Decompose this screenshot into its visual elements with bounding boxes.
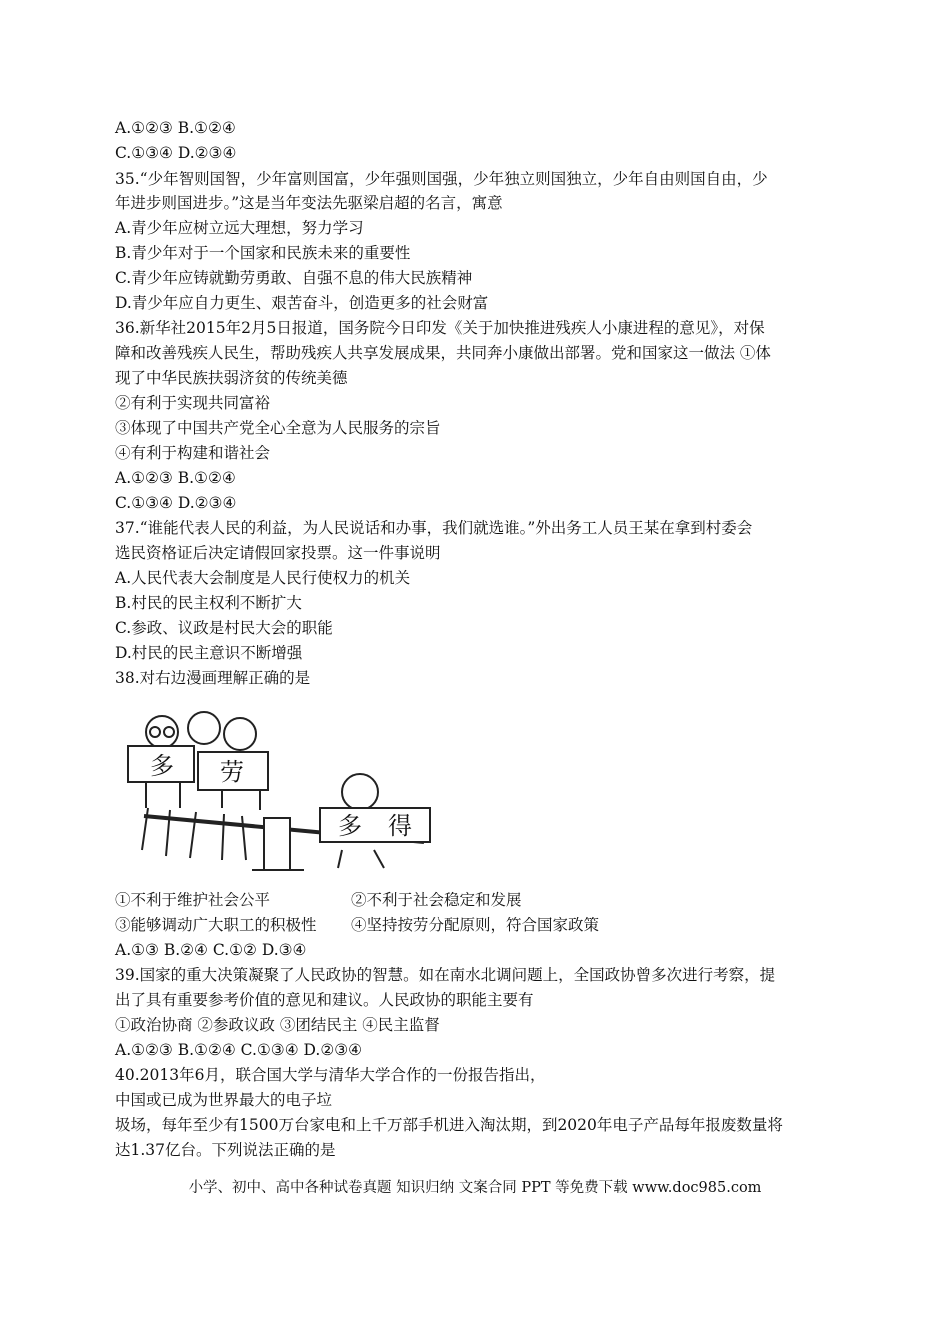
seesaw-cartoon — [124, 700, 434, 875]
text-line: ③体现了中国共产党全心全意为人民服务的宗旨 — [115, 419, 441, 437]
text-line: A.人民代表大会制度是人民行使权力的机关 — [115, 569, 411, 587]
text-line: 40.2013年6月，联合国大学与清华大学合作的一份报告指出， — [115, 1066, 546, 1084]
q38-option: ②不利于社会稳定和发展 — [351, 891, 522, 909]
sign-right-1: 多 — [338, 812, 362, 840]
text-line: 中国或已成为世界最大的电子垃 — [115, 1091, 333, 1109]
text-line: 35.“少年智则国智，少年富则国富，少年强则国强，少年独立则国独立，少年自由则国自由，少 — [115, 170, 768, 188]
text-line: C.参政、议政是村民大会的职能 — [115, 619, 333, 637]
q38-option: ①不利于维护社会公平 — [115, 891, 271, 909]
sign-left-1: 多 — [150, 752, 174, 780]
text-line: ④有利于构建和谐社会 — [115, 444, 271, 462]
text-line: 39.国家的重大决策凝聚了人民政协的智慧。如在南水北调问题上，全国政协曾多次进行考察，提 — [115, 966, 776, 984]
text-line: 达1.37亿台。下列说法正确的是 — [115, 1141, 336, 1159]
text-line: C.①③④ D.②③④ — [115, 494, 237, 512]
text-line: D.村民的民主意识不断增强 — [115, 644, 303, 662]
text-line: A.①②③ B.①②④ C.①③④ D.②③④ — [115, 1041, 363, 1059]
text-line: 出了具有重要参考价值的意见和建议。人民政协的职能主要有 — [115, 991, 534, 1009]
text-line: 障和改善残疾人民生，帮助残疾人共享发展成果，共同奔小康做出部署。党和国家这一做法 ①体 — [115, 344, 771, 362]
q38-option: ③能够调动广大职工的积极性 — [115, 916, 317, 934]
sign-left-2: 劳 — [220, 758, 244, 786]
text-line: 37.“谁能代表人民的利益，为人民说话和办事，我们就选谁。”外出务工人员王某在拿到村委会 — [115, 519, 753, 537]
text-line: 38.对右边漫画理解正确的是 — [115, 669, 311, 687]
text-line: 现了中华民族扶弱济贫的传统美德 — [115, 369, 348, 387]
text-line: A.青少年应树立远大理想，努力学习 — [115, 219, 364, 237]
page-footer: 小学、初中、高中各种试卷真题 知识归纳 文案合同 PPT 等免费下载 www.doc985.com — [188, 1180, 762, 1196]
text-line: 圾场，每年至少有1500万台家电和上千万部手机进入淘汰期，到2020年电子产品每年报废数量将 — [115, 1116, 783, 1134]
text-line: C.①③④ D.②③④ — [115, 144, 237, 162]
text-line: 36.新华社2015年2月5日报道，国务院今日印发《关于加快推进残疾人小康进程的意见》，对保 — [115, 319, 765, 337]
text-line: A.①②③ B.①②④ — [115, 469, 236, 487]
q38-option: ④坚持按劳分配原则，符合国家政策 — [351, 916, 600, 934]
text-line: B.青少年对于一个国家和民族未来的重要性 — [115, 244, 411, 262]
text-line: ②有利于实现共同富裕 — [115, 394, 271, 412]
text-line: A.①②③ B.①②④ — [115, 119, 236, 137]
text-line: 年进步则国进步。”这是当年变法先驱梁启超的名言，寓意 — [115, 194, 503, 212]
text-line: A.①③ B.②④ C.①② D.③④ — [115, 941, 307, 959]
text-line: D.青少年应自力更生、艰苦奋斗，创造更多的社会财富 — [115, 294, 489, 312]
text-line: ①政治协商 ②参政议政 ③团结民主 ④民主监督 — [115, 1016, 440, 1034]
text-line: C.青少年应铸就勤劳勇敢、自强不息的伟大民族精神 — [115, 269, 473, 287]
text-line: 选民资格证后决定请假回家投票。这一件事说明 — [115, 544, 441, 562]
text-line: B.村民的民主权利不断扩大 — [115, 594, 302, 612]
sign-right-2: 得 — [388, 812, 412, 840]
